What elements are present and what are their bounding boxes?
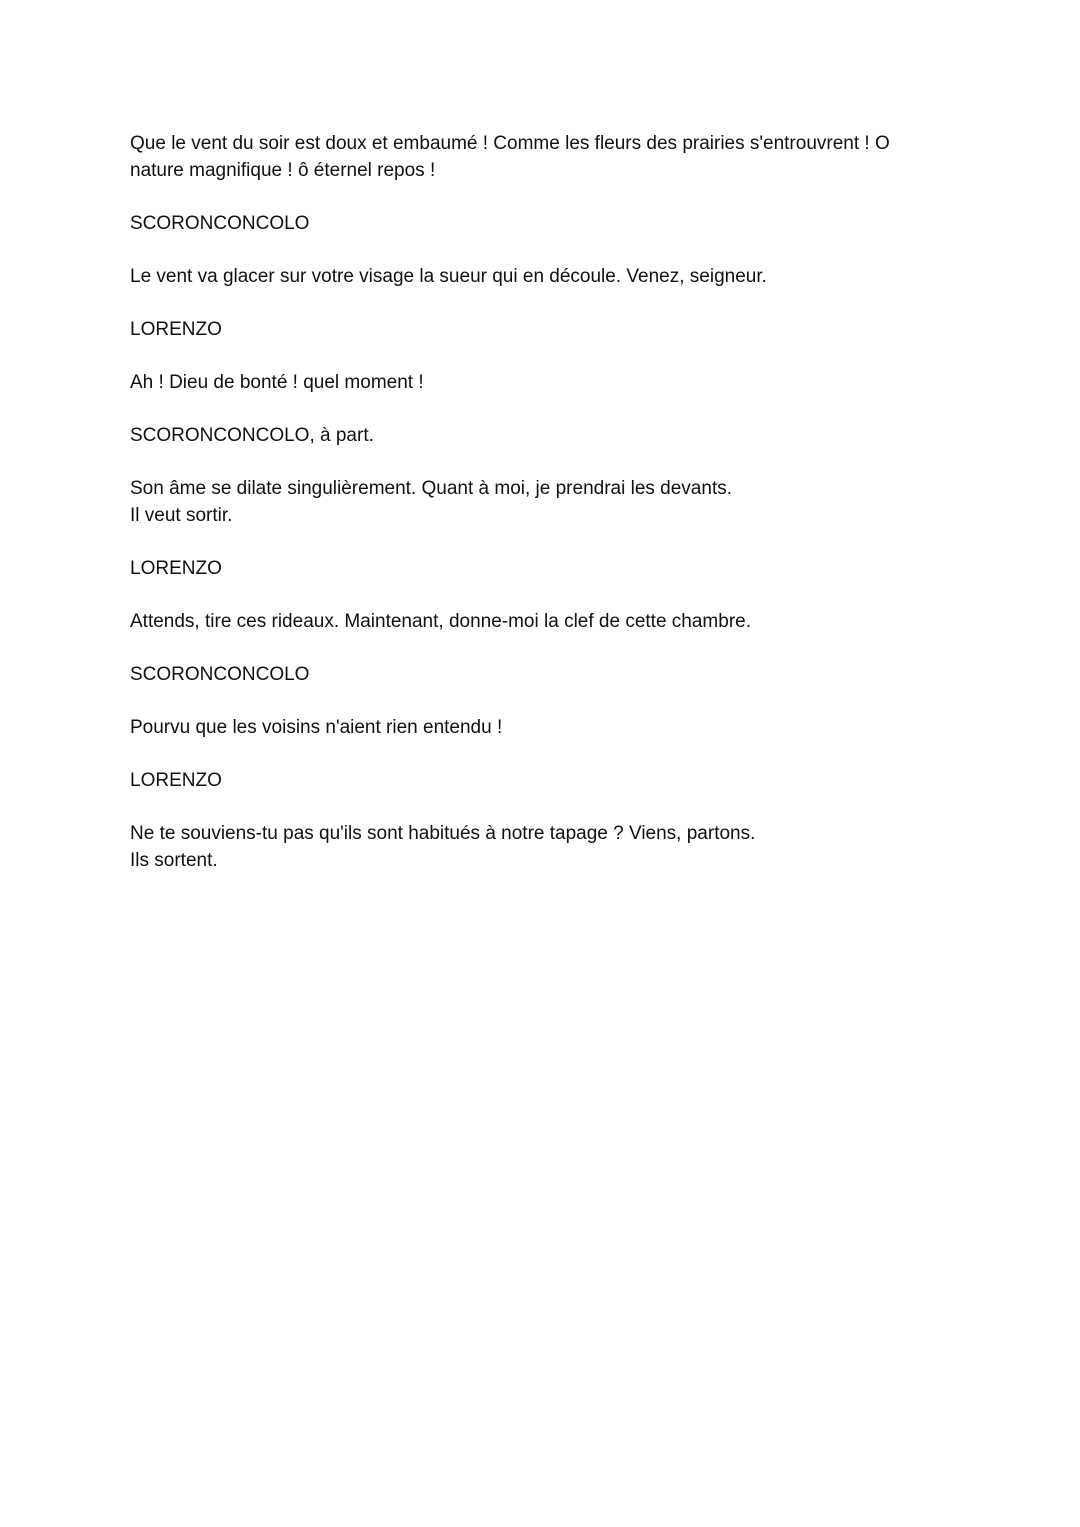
speaker-name: SCORONCONCOLO, à part. [130, 425, 374, 446]
stage-direction: Il veut sortir. [130, 505, 233, 526]
dialogue-line: Ah ! Dieu de bonté ! quel moment ! [130, 372, 424, 393]
dialogue-line: Que le vent du soir est doux et embaumé ! Comme les fleurs des prairies s'entrouvrent ! O [130, 133, 890, 154]
dialogue-line: Pourvu que les voisins n'aient rien entendu ! [130, 717, 503, 738]
play-text [130, 130, 950, 874]
dialogue-line: Son âme se dilate singulièrement. Quant à moi, je prendrai les devants. [130, 478, 732, 499]
dialogue-line: nature magnifique ! ô éternel repos ! [130, 160, 436, 181]
speaker-name: SCORONCONCOLO [130, 213, 310, 234]
dialogue-line: Le vent va glacer sur votre visage la sueur qui en découle. Venez, seigneur. [130, 266, 767, 287]
speaker-name: LORENZO [130, 319, 222, 340]
dialogue-line: Ne te souviens-tu pas qu'ils sont habitués à notre tapage ? Viens, partons. [130, 823, 756, 844]
speaker-name: LORENZO [130, 558, 222, 579]
stage-direction: Ils sortent. [130, 850, 218, 871]
speaker-name: SCORONCONCOLO [130, 664, 310, 685]
dialogue-line: Attends, tire ces rideaux. Maintenant, donne-moi la clef de cette chambre. [130, 611, 751, 632]
speaker-name: LORENZO [130, 770, 222, 791]
